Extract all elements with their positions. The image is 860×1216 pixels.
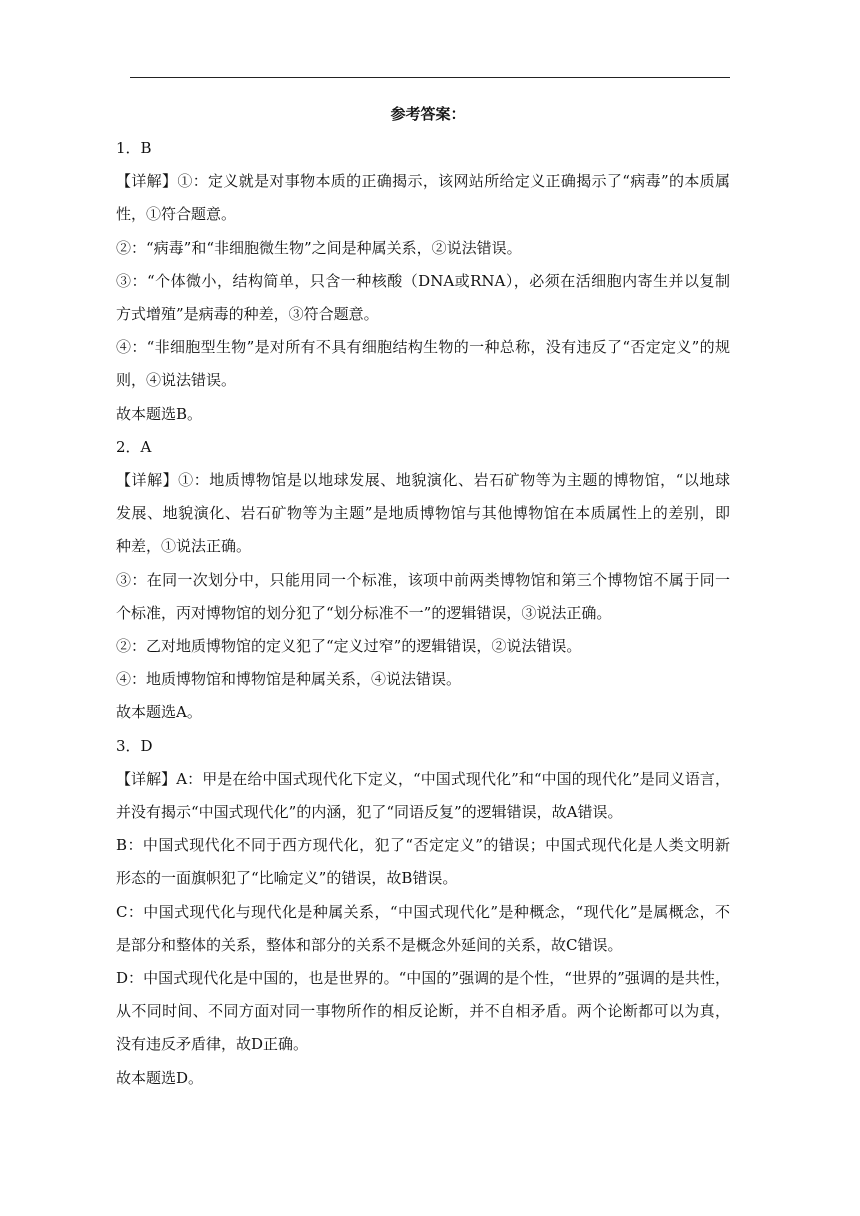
explanation-line: C：中国式现代化与现代化是种属关系，“中国式现代化”是种概念，“现代化”是属概念，不 xyxy=(116,902,730,921)
explanation-line: 则，④说法错误。 xyxy=(116,371,237,390)
question-answer-line: 1．B xyxy=(116,139,152,157)
explanation-line: 是部分和整体的关系，整体和部分的关系不是概念外延间的关系，故C错误。 xyxy=(116,935,623,954)
explanation-line: 【详解】A：甲是在给中国式现代化下定义，“中国式现代化”和“中国的现代化”是同义语言， xyxy=(116,769,730,788)
explanation-line: ④：地质博物馆和博物馆是种属关系，④说法错误。 xyxy=(116,670,462,689)
explanation-line: B：中国式现代化不同于西方现代化，犯了“否定定义”的错误；中国式现代化是人类文明新 xyxy=(116,836,730,855)
explanation-line: 没有违反矛盾律，故D正确。 xyxy=(116,1035,309,1054)
explanation-line: 【详解】①：定义就是对事物本质的正确揭示，该网站所给定义正确揭示了“病毒”的本质属 xyxy=(116,172,730,191)
explanation-line: 【详解】①：地质博物馆是以地球发展、地貌演化、岩石矿物等为主题的博物馆，“以地球 xyxy=(116,471,730,490)
explanation-line: 形态的一面旗帜犯了“比喻定义”的错误，故B错误。 xyxy=(116,869,458,888)
explanation-line: ③：在同一次划分中，只能用同一个标准，该项中前两类博物馆和第三个博物馆不属于同一 xyxy=(116,570,730,589)
question-answer-line: 3．D xyxy=(116,736,153,755)
question-answer-line: 2．A xyxy=(116,437,152,456)
page-title: 参考答案： xyxy=(390,105,466,123)
answer-body xyxy=(116,132,730,1095)
explanation-line: 并没有揭示“中国式现代化”的内涵，犯了“同语反复”的逻辑错误，故A错误。 xyxy=(116,803,623,822)
explanation-line: 性，①符合题意。 xyxy=(116,205,237,224)
explanation-line: 从不同时间、不同方面对同一事物所作的相反论断，并不自相矛盾。两个论断都可以为真， xyxy=(116,1002,730,1021)
explanation-line: ③：“个体微小，结构简单，只含一种核酸（DNA或RNA），必须在活细胞内寄生并以复制 xyxy=(116,271,730,290)
explanation-line: ②：“病毒”和“非细胞微生物”之间是种属关系，②说法错误。 xyxy=(116,238,522,257)
answer-document xyxy=(116,104,730,1095)
header-rule xyxy=(130,77,730,78)
explanation-line: ②：乙对地质博物馆的定义犯了“定义过窄”的逻辑错误，②说法错误。 xyxy=(116,637,582,656)
explanation-line: D：中国式现代化是中国的，也是世界的。“中国的”强调的是个性，“世界的”强调的是共性， xyxy=(116,969,730,988)
explanation-line: ④：“非细胞型生物”是对所有不具有细胞结构生物的一种总称，没有违反了“否定定义”的规 xyxy=(116,338,730,357)
explanation-line: 故本题选A。 xyxy=(116,703,202,722)
explanation-line: 个标准，丙对博物馆的划分犯了“划分标准不一”的逻辑错误，③说法正确。 xyxy=(116,603,612,622)
explanation-line: 方式增殖”是病毒的种差，③符合题意。 xyxy=(116,305,379,324)
explanation-line: 发展、地貌演化、岩石矿物等为主题”是地质博物馆与其他博物馆在本质属性上的差别，即 xyxy=(116,504,730,523)
explanation-line: 故本题选D。 xyxy=(116,1068,204,1087)
explanation-line: 种差，①说法正确。 xyxy=(116,537,252,556)
explanation-line: 故本题选B。 xyxy=(116,404,203,423)
